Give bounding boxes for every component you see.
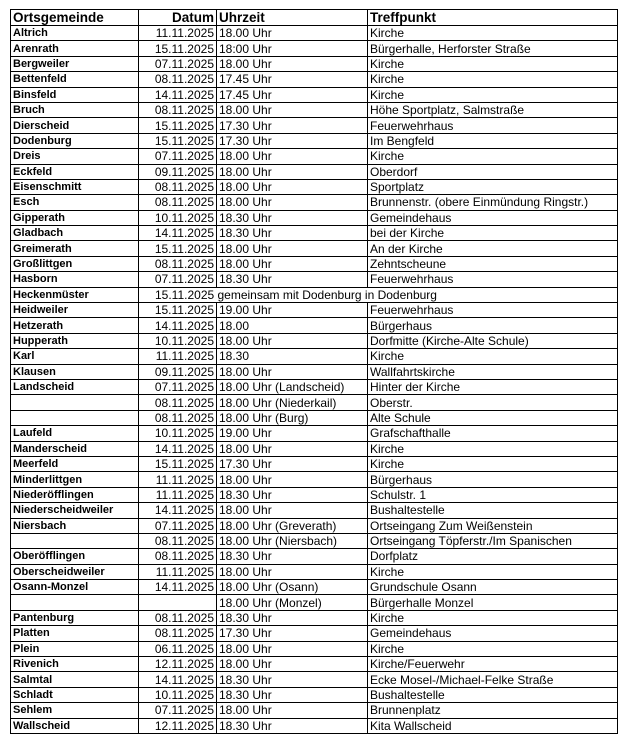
cell-treffpunkt: Hinter der Kirche bbox=[368, 379, 618, 394]
cell-datum: 14.11.2025 bbox=[139, 672, 217, 687]
cell-ortsgemeinde: Großlittgen bbox=[11, 256, 139, 271]
cell-treffpunkt: Kirche bbox=[368, 610, 618, 625]
cell-treffpunkt: Kirche bbox=[368, 72, 618, 87]
cell-treffpunkt: Kirche bbox=[368, 56, 618, 71]
cell-datum: 12.11.2025 bbox=[139, 718, 217, 733]
table-row bbox=[11, 441, 618, 456]
table-row bbox=[11, 287, 618, 302]
cell-treffpunkt: Grafschafthalle bbox=[368, 426, 618, 441]
cell-uhrzeit: 18.00 Uhr (Niederkail) bbox=[217, 395, 368, 410]
table-row bbox=[11, 503, 618, 518]
table-row bbox=[11, 580, 618, 595]
cell-uhrzeit: 18.30 Uhr bbox=[217, 210, 368, 225]
table-row bbox=[11, 41, 618, 56]
cell-uhrzeit: 18:00 Uhr bbox=[217, 41, 368, 56]
cell-uhrzeit: 18.00 bbox=[217, 318, 368, 333]
cell-ortsgemeinde: Schladt bbox=[11, 687, 139, 702]
cell-uhrzeit: 18.30 Uhr bbox=[217, 549, 368, 564]
cell-ortsgemeinde: Bettenfeld bbox=[11, 72, 139, 87]
cell-datum: 14.11.2025 bbox=[139, 441, 217, 456]
cell-datum: 11.11.2025 bbox=[139, 349, 217, 364]
cell-datum: 07.11.2025 bbox=[139, 56, 217, 71]
table-row bbox=[11, 487, 618, 502]
cell-ortsgemeinde: Eckfeld bbox=[11, 164, 139, 179]
cell-ortsgemeinde: Landscheid bbox=[11, 379, 139, 394]
cell-merged-note: 15.11.2025 gemeinsam mit Dodenburg in Dodenburg bbox=[139, 287, 618, 302]
table-row bbox=[11, 272, 618, 287]
cell-uhrzeit: 17.30 Uhr bbox=[217, 118, 368, 133]
cell-uhrzeit: 18.00 Uhr bbox=[217, 657, 368, 672]
cell-ortsgemeinde: Pantenburg bbox=[11, 610, 139, 625]
cell-treffpunkt: Bürgerhaus bbox=[368, 472, 618, 487]
cell-treffpunkt: Im Bengfeld bbox=[368, 133, 618, 148]
cell-uhrzeit: 18.30 Uhr bbox=[217, 610, 368, 625]
cell-treffpunkt: Bürgerhalle Monzel bbox=[368, 595, 618, 610]
cell-treffpunkt: Bürgerhaus bbox=[368, 318, 618, 333]
cell-treffpunkt: Zehntscheune bbox=[368, 256, 618, 271]
cell-treffpunkt: Kirche bbox=[368, 564, 618, 579]
cell-uhrzeit: 18.00 Uhr bbox=[217, 641, 368, 656]
table-row bbox=[11, 456, 618, 471]
cell-uhrzeit: 18.00 Uhr bbox=[217, 364, 368, 379]
cell-uhrzeit: 18.30 Uhr bbox=[217, 718, 368, 733]
table-row bbox=[11, 379, 618, 394]
cell-datum: 15.11.2025 bbox=[139, 118, 217, 133]
table-row bbox=[11, 657, 618, 672]
cell-uhrzeit: 18.00 Uhr bbox=[217, 26, 368, 41]
cell-treffpunkt: Ortseingang Zum Weißenstein bbox=[368, 518, 618, 533]
table-row bbox=[11, 133, 618, 148]
table-row bbox=[11, 226, 618, 241]
cell-datum: 07.11.2025 bbox=[139, 703, 217, 718]
cell-ortsgemeinde: Oberscheidweiler bbox=[11, 564, 139, 579]
cell-datum: 06.11.2025 bbox=[139, 641, 217, 656]
cell-datum: 08.11.2025 bbox=[139, 549, 217, 564]
table-row bbox=[11, 87, 618, 102]
cell-ortsgemeinde: Hasborn bbox=[11, 272, 139, 287]
table-row bbox=[11, 703, 618, 718]
cell-datum: 09.11.2025 bbox=[139, 364, 217, 379]
cell-uhrzeit: 18.00 Uhr bbox=[217, 149, 368, 164]
cell-uhrzeit: 18.30 Uhr bbox=[217, 687, 368, 702]
cell-treffpunkt: Ortseingang Töpferstr./Im Spanischen bbox=[368, 533, 618, 548]
cell-ortsgemeinde: Plein bbox=[11, 641, 139, 656]
cell-uhrzeit: 18.00 Uhr (Niersbach) bbox=[217, 533, 368, 548]
cell-datum: 15.11.2025 bbox=[139, 303, 217, 318]
cell-datum: 10.11.2025 bbox=[139, 426, 217, 441]
cell-datum: 08.11.2025 bbox=[139, 610, 217, 625]
cell-uhrzeit: 18.00 Uhr bbox=[217, 503, 368, 518]
cell-ortsgemeinde: Karl bbox=[11, 349, 139, 364]
cell-datum: 10.11.2025 bbox=[139, 687, 217, 702]
cell-datum: 10.11.2025 bbox=[139, 210, 217, 225]
cell-treffpunkt: Kita Wallscheid bbox=[368, 718, 618, 733]
table-row bbox=[11, 472, 618, 487]
cell-datum bbox=[139, 595, 217, 610]
table-row bbox=[11, 256, 618, 271]
cell-ortsgemeinde: Esch bbox=[11, 195, 139, 210]
cell-datum: 14.11.2025 bbox=[139, 503, 217, 518]
cell-treffpunkt: Kirche bbox=[368, 641, 618, 656]
table-row bbox=[11, 564, 618, 579]
table-row bbox=[11, 72, 618, 87]
cell-ortsgemeinde: Dierscheid bbox=[11, 118, 139, 133]
cell-datum: 11.11.2025 bbox=[139, 487, 217, 502]
cell-uhrzeit: 18.00 Uhr bbox=[217, 164, 368, 179]
cell-treffpunkt: Dorfplatz bbox=[368, 549, 618, 564]
cell-treffpunkt: Kirche bbox=[368, 149, 618, 164]
cell-treffpunkt: Ecke Mosel-/Michael-Felke Straße bbox=[368, 672, 618, 687]
header-ortsgemeinde: Ortsgemeinde bbox=[11, 10, 139, 26]
cell-datum: 07.11.2025 bbox=[139, 149, 217, 164]
header-row bbox=[11, 10, 618, 26]
cell-uhrzeit: 18.00 Uhr bbox=[217, 195, 368, 210]
cell-datum: 15.11.2025 bbox=[139, 41, 217, 56]
table-row bbox=[11, 149, 618, 164]
table-row bbox=[11, 241, 618, 256]
cell-treffpunkt: Brunnenstr. (obere Einmündung Ringstr.) bbox=[368, 195, 618, 210]
cell-treffpunkt: bei der Kirche bbox=[368, 226, 618, 241]
cell-datum: 12.11.2025 bbox=[139, 657, 217, 672]
cell-ortsgemeinde: Niederscheidweiler bbox=[11, 503, 139, 518]
table-row bbox=[11, 102, 618, 117]
cell-datum: 11.11.2025 bbox=[139, 26, 217, 41]
cell-datum: 08.11.2025 bbox=[139, 195, 217, 210]
cell-ortsgemeinde: Hupperath bbox=[11, 333, 139, 348]
table-row bbox=[11, 718, 618, 733]
cell-datum: 08.11.2025 bbox=[139, 102, 217, 117]
cell-uhrzeit: 18.00 Uhr (Monzel) bbox=[217, 595, 368, 610]
table-row bbox=[11, 549, 618, 564]
table-row bbox=[11, 395, 618, 410]
cell-ortsgemeinde: Minderlittgen bbox=[11, 472, 139, 487]
cell-ortsgemeinde: Dreis bbox=[11, 149, 139, 164]
cell-uhrzeit: 18.30 Uhr bbox=[217, 487, 368, 502]
cell-uhrzeit: 18.00 Uhr bbox=[217, 241, 368, 256]
cell-datum: 08.11.2025 bbox=[139, 179, 217, 194]
cell-treffpunkt: Oberstr. bbox=[368, 395, 618, 410]
table-row bbox=[11, 195, 618, 210]
cell-datum: 10.11.2025 bbox=[139, 333, 217, 348]
cell-ortsgemeinde bbox=[11, 395, 139, 410]
cell-ortsgemeinde: Platten bbox=[11, 626, 139, 641]
cell-uhrzeit: 18.00 Uhr bbox=[217, 564, 368, 579]
cell-datum: 09.11.2025 bbox=[139, 164, 217, 179]
cell-uhrzeit: 17.45 Uhr bbox=[217, 87, 368, 102]
cell-datum: 07.11.2025 bbox=[139, 379, 217, 394]
cell-uhrzeit: 19.00 Uhr bbox=[217, 303, 368, 318]
cell-ortsgemeinde: Heckenmüster bbox=[11, 287, 139, 302]
cell-ortsgemeinde: Osann-Monzel bbox=[11, 580, 139, 595]
cell-treffpunkt: Dorfmitte (Kirche-Alte Schule) bbox=[368, 333, 618, 348]
cell-treffpunkt: Gemeindehaus bbox=[368, 210, 618, 225]
cell-ortsgemeinde bbox=[11, 595, 139, 610]
cell-datum: 14.11.2025 bbox=[139, 87, 217, 102]
cell-ortsgemeinde: Bruch bbox=[11, 102, 139, 117]
cell-ortsgemeinde: Altrich bbox=[11, 26, 139, 41]
cell-treffpunkt: Bushaltestelle bbox=[368, 687, 618, 702]
table-row bbox=[11, 333, 618, 348]
cell-datum: 08.11.2025 bbox=[139, 72, 217, 87]
table-row bbox=[11, 349, 618, 364]
cell-ortsgemeinde: Meerfeld bbox=[11, 456, 139, 471]
cell-ortsgemeinde: Klausen bbox=[11, 364, 139, 379]
table-row bbox=[11, 533, 618, 548]
cell-ortsgemeinde: Hetzerath bbox=[11, 318, 139, 333]
cell-ortsgemeinde: Dodenburg bbox=[11, 133, 139, 148]
table-row bbox=[11, 595, 618, 610]
cell-uhrzeit: 18.00 Uhr bbox=[217, 179, 368, 194]
cell-ortsgemeinde: Oberöfflingen bbox=[11, 549, 139, 564]
cell-ortsgemeinde: Heidweiler bbox=[11, 303, 139, 318]
table-body bbox=[11, 26, 618, 734]
cell-treffpunkt: An der Kirche bbox=[368, 241, 618, 256]
table-row bbox=[11, 641, 618, 656]
cell-uhrzeit: 17.30 Uhr bbox=[217, 626, 368, 641]
table-row bbox=[11, 610, 618, 625]
cell-treffpunkt: Kirche bbox=[368, 349, 618, 364]
cell-ortsgemeinde: Bergweiler bbox=[11, 56, 139, 71]
cell-uhrzeit: 18.00 Uhr bbox=[217, 256, 368, 271]
table-row bbox=[11, 426, 618, 441]
cell-treffpunkt: Kirche bbox=[368, 87, 618, 102]
cell-datum: 08.11.2025 bbox=[139, 395, 217, 410]
table-row bbox=[11, 410, 618, 425]
cell-treffpunkt: Höhe Sportplatz, Salmstraße bbox=[368, 102, 618, 117]
cell-ortsgemeinde: Laufeld bbox=[11, 426, 139, 441]
cell-uhrzeit: 18.00 Uhr (Osann) bbox=[217, 580, 368, 595]
table-row bbox=[11, 303, 618, 318]
cell-datum: 15.11.2025 bbox=[139, 133, 217, 148]
cell-uhrzeit: 18.00 Uhr bbox=[217, 441, 368, 456]
cell-treffpunkt: Oberdorf bbox=[368, 164, 618, 179]
table-row bbox=[11, 26, 618, 41]
table-row bbox=[11, 318, 618, 333]
cell-datum: 14.11.2025 bbox=[139, 318, 217, 333]
cell-treffpunkt: Gemeindehaus bbox=[368, 626, 618, 641]
cell-ortsgemeinde: Manderscheid bbox=[11, 441, 139, 456]
cell-uhrzeit: 18.00 Uhr bbox=[217, 56, 368, 71]
cell-ortsgemeinde: Arenrath bbox=[11, 41, 139, 56]
cell-treffpunkt: Kirche bbox=[368, 456, 618, 471]
cell-uhrzeit: 18.00 Uhr (Burg) bbox=[217, 410, 368, 425]
cell-uhrzeit: 18.00 Uhr bbox=[217, 333, 368, 348]
cell-treffpunkt: Kirche bbox=[368, 441, 618, 456]
cell-uhrzeit: 17.45 Uhr bbox=[217, 72, 368, 87]
cell-datum: 11.11.2025 bbox=[139, 564, 217, 579]
cell-ortsgemeinde: Sehlem bbox=[11, 703, 139, 718]
table-row bbox=[11, 164, 618, 179]
header-datum: Datum bbox=[139, 10, 217, 26]
cell-ortsgemeinde bbox=[11, 533, 139, 548]
cell-datum: 07.11.2025 bbox=[139, 518, 217, 533]
cell-uhrzeit: 19.00 Uhr bbox=[217, 426, 368, 441]
cell-treffpunkt: Bushaltestelle bbox=[368, 503, 618, 518]
cell-uhrzeit: 18.30 Uhr bbox=[217, 672, 368, 687]
cell-uhrzeit: 17.30 Uhr bbox=[217, 133, 368, 148]
cell-treffpunkt: Schulstr. 1 bbox=[368, 487, 618, 502]
table-row bbox=[11, 626, 618, 641]
cell-treffpunkt: Feuerwehrhaus bbox=[368, 118, 618, 133]
cell-ortsgemeinde: Rivenich bbox=[11, 657, 139, 672]
cell-treffpunkt: Sportplatz bbox=[368, 179, 618, 194]
header-treffpunkt: Treffpunkt bbox=[368, 10, 618, 26]
cell-datum: 11.11.2025 bbox=[139, 472, 217, 487]
cell-ortsgemeinde: Binsfeld bbox=[11, 87, 139, 102]
cell-ortsgemeinde: Niederöfflingen bbox=[11, 487, 139, 502]
cell-ortsgemeinde: Eisenschmitt bbox=[11, 179, 139, 194]
cell-ortsgemeinde: Gipperath bbox=[11, 210, 139, 225]
table-row bbox=[11, 210, 618, 225]
table-row bbox=[11, 687, 618, 702]
cell-uhrzeit: 18.00 Uhr bbox=[217, 472, 368, 487]
cell-datum: 08.11.2025 bbox=[139, 256, 217, 271]
table-row bbox=[11, 364, 618, 379]
cell-datum: 14.11.2025 bbox=[139, 580, 217, 595]
cell-treffpunkt: Grundschule Osann bbox=[368, 580, 618, 595]
cell-datum: 07.11.2025 bbox=[139, 272, 217, 287]
cell-datum: 08.11.2025 bbox=[139, 410, 217, 425]
cell-ortsgemeinde bbox=[11, 410, 139, 425]
table-row bbox=[11, 179, 618, 194]
cell-datum: 14.11.2025 bbox=[139, 226, 217, 241]
cell-ortsgemeinde: Niersbach bbox=[11, 518, 139, 533]
cell-datum: 15.11.2025 bbox=[139, 241, 217, 256]
cell-uhrzeit: 18.00 Uhr (Greverath) bbox=[217, 518, 368, 533]
cell-treffpunkt: Bürgerhalle, Herforster Straße bbox=[368, 41, 618, 56]
cell-treffpunkt: Feuerwehrhaus bbox=[368, 303, 618, 318]
cell-uhrzeit: 18.30 Uhr bbox=[217, 272, 368, 287]
cell-ortsgemeinde: Greimerath bbox=[11, 241, 139, 256]
cell-ortsgemeinde: Wallscheid bbox=[11, 718, 139, 733]
cell-uhrzeit: 18.00 Uhr (Landscheid) bbox=[217, 379, 368, 394]
cell-uhrzeit: 18.30 Uhr bbox=[217, 226, 368, 241]
table-row bbox=[11, 672, 618, 687]
cell-treffpunkt: Kirche/Feuerwehr bbox=[368, 657, 618, 672]
header-uhrzeit: Uhrzeit bbox=[217, 10, 368, 26]
cell-treffpunkt: Wallfahrtskirche bbox=[368, 364, 618, 379]
table-row bbox=[11, 56, 618, 71]
table-row bbox=[11, 518, 618, 533]
cell-uhrzeit: 18.30 bbox=[217, 349, 368, 364]
cell-uhrzeit: 18.00 Uhr bbox=[217, 102, 368, 117]
cell-ortsgemeinde: Gladbach bbox=[11, 226, 139, 241]
cell-treffpunkt: Alte Schule bbox=[368, 410, 618, 425]
cell-datum: 08.11.2025 bbox=[139, 626, 217, 641]
cell-uhrzeit: 17.30 Uhr bbox=[217, 456, 368, 471]
cell-datum: 08.11.2025 bbox=[139, 533, 217, 548]
cell-uhrzeit: 18.00 Uhr bbox=[217, 703, 368, 718]
cell-datum: 15.11.2025 bbox=[139, 456, 217, 471]
cell-treffpunkt: Brunnenplatz bbox=[368, 703, 618, 718]
cell-ortsgemeinde: Salmtal bbox=[11, 672, 139, 687]
cell-treffpunkt: Feuerwehrhaus bbox=[368, 272, 618, 287]
cell-treffpunkt: Kirche bbox=[368, 26, 618, 41]
table-row bbox=[11, 118, 618, 133]
schedule-table bbox=[10, 9, 618, 734]
